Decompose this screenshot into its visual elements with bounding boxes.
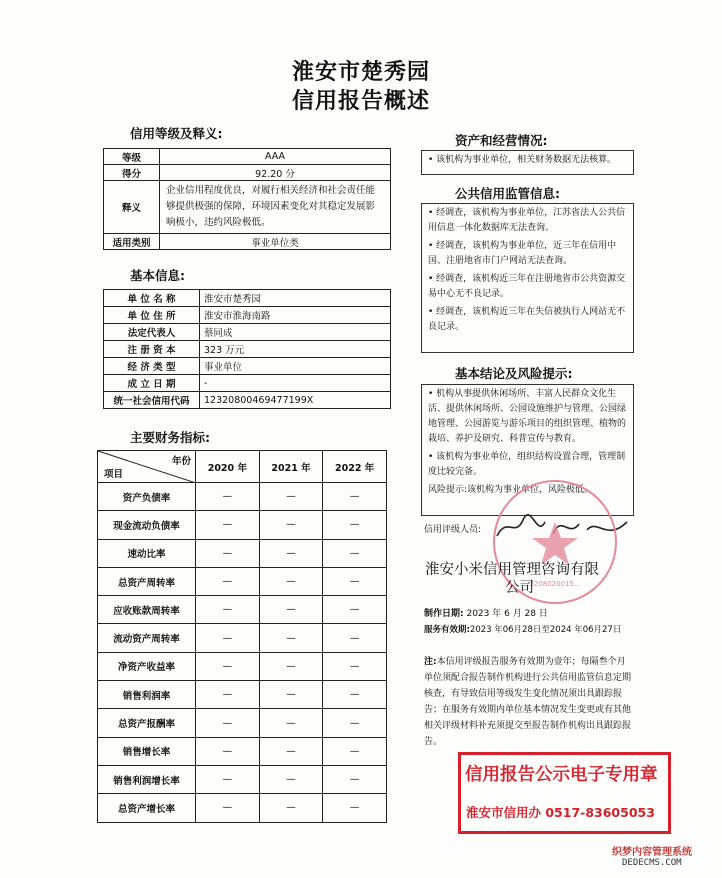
- finance-cell: —: [323, 652, 387, 680]
- finance-cell: —: [323, 765, 387, 793]
- company-name-line1: 淮安小米信用管理咨询有限: [425, 562, 599, 578]
- risk-label: 风险提示:: [428, 485, 468, 495]
- finance-cell: —: [259, 483, 323, 511]
- rating-value: AAA: [160, 149, 391, 165]
- note-text: 本信用评级报告服务有效期为壹年；每隔叁个月单位须配合报告制作机构进行公共信用监管信息定期核查，有导致信用等级发生变化情况须出具跟踪报告；在服务有效期内单位基本情况发生变更或有其他相关评级材料补充须提交至报告制作机构出具跟踪报告。: [424, 657, 632, 747]
- finance-cell: —: [196, 794, 260, 822]
- basic-value: 323 万元: [200, 341, 391, 358]
- finance-cell: —: [196, 765, 260, 793]
- finance-row: [98, 737, 387, 765]
- finance-cell: —: [196, 652, 260, 680]
- finance-table: [97, 450, 387, 823]
- finance-row: [98, 765, 387, 793]
- finance-row: [98, 539, 387, 567]
- made-label: 制作日期:: [424, 609, 464, 619]
- basic-info-table: [103, 289, 391, 409]
- valid-period-line: [424, 623, 621, 635]
- finance-row: [98, 624, 387, 652]
- corner-year-label: 年份: [171, 456, 191, 467]
- meaning-label: 释义: [104, 181, 160, 234]
- finance-row: [98, 596, 387, 624]
- valid-label: 服务有效期:: [424, 625, 470, 635]
- finance-row-label: 现金流动负债率: [98, 511, 196, 539]
- watermark-line1: 织梦内容管理系统: [612, 847, 692, 858]
- note-block: [424, 654, 634, 750]
- finance-row-label: 资产负债率: [98, 483, 196, 511]
- supervision-item: • 经调查，该机构为事业单位，近三年在信用中国、注册地省市门户网站无法查询。: [428, 241, 617, 266]
- finance-row-label: 速动比率: [98, 539, 196, 567]
- finance-row: [98, 681, 387, 709]
- finance-cell: —: [196, 511, 260, 539]
- finance-cell: —: [196, 737, 260, 765]
- report-title-line1: 淮安市楚秀园: [291, 59, 430, 85]
- finance-row: [98, 483, 387, 511]
- finance-cell: —: [323, 737, 387, 765]
- conclusion-heading: 基本结论及风险提示:: [455, 366, 573, 381]
- supervision-heading: 公共信用监管信息:: [455, 186, 560, 201]
- finance-row-label: 流动资产周转率: [98, 624, 196, 652]
- made-date-line: [424, 606, 548, 619]
- stamp-title: 信用报告公示电子专用章: [465, 765, 658, 785]
- watermark-line2: DEDECMS.COM: [622, 858, 682, 868]
- finance-cell: —: [196, 596, 260, 624]
- finance-row-label: 净资产收益率: [98, 652, 196, 680]
- finance-cell: —: [259, 737, 323, 765]
- finance-row-label: 销售利润增长率: [98, 765, 196, 793]
- finance-cell: —: [196, 567, 260, 595]
- finance-row: [98, 652, 387, 680]
- finance-row-label: 销售增长率: [98, 737, 196, 765]
- finance-cell: —: [259, 567, 323, 595]
- meaning-value: 企业信用程度优良，对履行相关经济和社会责任能够提供极强的保障，环境因素变化对其稳定发展影响极小，违约风险极低。: [160, 181, 391, 234]
- finance-cell: —: [259, 511, 323, 539]
- valid-value: 2023 年06月28日至2024 年06月27日: [469, 625, 622, 635]
- finance-cell: —: [323, 794, 387, 822]
- finance-corner-cell: [98, 451, 196, 483]
- finance-row: [98, 511, 387, 539]
- conclusion-item: • 该机构为事业单位，组织结构设置合理，管理制度比较完备。: [428, 452, 626, 477]
- electronic-seal-stamp: [458, 752, 671, 834]
- basic-value: 淮安市楚秀园: [200, 290, 391, 307]
- supervision-item: • 经调查，该机构近三年在注册地省市公共资源交易中心无不良记录。: [428, 274, 626, 299]
- finance-row-label: 应收账款周转率: [98, 596, 196, 624]
- finance-cell: —: [259, 709, 323, 737]
- made-value: 2023 年 6 月 28 日: [466, 609, 548, 619]
- basic-heading: 基本信息:: [130, 268, 185, 283]
- finance-cell: —: [259, 596, 323, 624]
- basic-value: 事业单位: [200, 358, 391, 375]
- note-label: 注:: [424, 657, 437, 667]
- year-header: 2020 年: [196, 451, 260, 483]
- finance-cell: —: [196, 681, 260, 709]
- year-header: 2021 年: [259, 451, 323, 483]
- supervision-item: • 经调查，该机构近三年在失信被执行人网站无不良记录。: [428, 307, 626, 332]
- finance-row-label: 总资产周转率: [98, 567, 196, 595]
- basic-value: 淮安市淮海南路: [200, 307, 391, 324]
- category-label: 适用类别: [104, 234, 160, 250]
- finance-cell: —: [323, 709, 387, 737]
- raters-label: 信用评级人员:: [424, 525, 482, 535]
- supervision-item: • 经调查，该机构为事业单位，江苏省法人公共信用信息一体化数据库无法查询。: [428, 208, 626, 233]
- seal-number: 3208020015...: [529, 580, 581, 588]
- finance-cell: —: [323, 539, 387, 567]
- finance-cell: —: [259, 794, 323, 822]
- finance-cell: —: [323, 567, 387, 595]
- basic-label: 法定代表人: [104, 324, 200, 341]
- conclusion-item: • 机构从事提供休闲场所、丰富人民群众文化生活、提供休闲场所、公园设施维护与管理、公园绿地管理、公园游览与游乐项目的组织管理、植物的栽培、养护及研究、科普宣传与教育。: [428, 389, 627, 444]
- finance-cell: —: [323, 624, 387, 652]
- basic-label: 统一社会信用代码: [104, 392, 200, 409]
- finance-heading: 主要财务指标:: [130, 430, 210, 445]
- stamp-contact: 淮安市信用办 0517-83605053: [466, 805, 655, 820]
- risk-text: 该机构为事业单位，风险极低。: [467, 485, 594, 495]
- finance-cell: —: [196, 483, 260, 511]
- finance-cell: —: [259, 765, 323, 793]
- corner-item-label: 项目: [104, 469, 124, 480]
- finance-cell: —: [323, 511, 387, 539]
- basic-value: 12320800469477199X: [200, 392, 391, 409]
- finance-cell: —: [196, 539, 260, 567]
- finance-row: [98, 709, 387, 737]
- assets-box: [421, 150, 634, 175]
- score-value: 92.20 分: [160, 165, 391, 181]
- finance-cell: —: [259, 681, 323, 709]
- rating-heading: 信用等级及释义:: [130, 126, 223, 141]
- finance-row-label: 总资产报酬率: [98, 709, 196, 737]
- rating-table: [103, 148, 391, 250]
- finance-cell: —: [323, 483, 387, 511]
- report-title-line2: 信用报告概述: [291, 88, 430, 114]
- finance-row-label: 销售利润率: [98, 681, 196, 709]
- finance-row-label: 总资产增长率: [98, 794, 196, 822]
- finance-cell: —: [196, 709, 260, 737]
- year-header: 2022 年: [323, 451, 387, 483]
- assets-item: • 该机构为事业单位，相关财务数据无法核算。: [428, 155, 617, 165]
- basic-value: -: [200, 375, 391, 392]
- basic-label: 单 位 名 称: [104, 290, 200, 307]
- finance-cell: —: [323, 596, 387, 624]
- rating-label: 等级: [104, 149, 160, 165]
- supervision-box: [421, 203, 634, 353]
- finance-cell: —: [259, 624, 323, 652]
- basic-label: 注 册 资 本: [104, 341, 200, 358]
- finance-cell: —: [259, 652, 323, 680]
- finance-cell: —: [323, 681, 387, 709]
- basic-label: 单 位 住 所: [104, 307, 200, 324]
- finance-row: [98, 794, 387, 822]
- finance-cell: —: [196, 624, 260, 652]
- finance-row: [98, 567, 387, 595]
- score-label: 得分: [104, 165, 160, 181]
- assets-heading: 资产和经营情况:: [455, 133, 548, 148]
- company-name-line2: 公司: [505, 580, 534, 596]
- finance-cell: —: [259, 539, 323, 567]
- basic-label: 经 济 类 型: [104, 358, 200, 375]
- basic-value: 蔡同成: [200, 324, 391, 341]
- basic-label: 成 立 日 期: [104, 375, 200, 392]
- category-value: 事业单位类: [160, 234, 391, 250]
